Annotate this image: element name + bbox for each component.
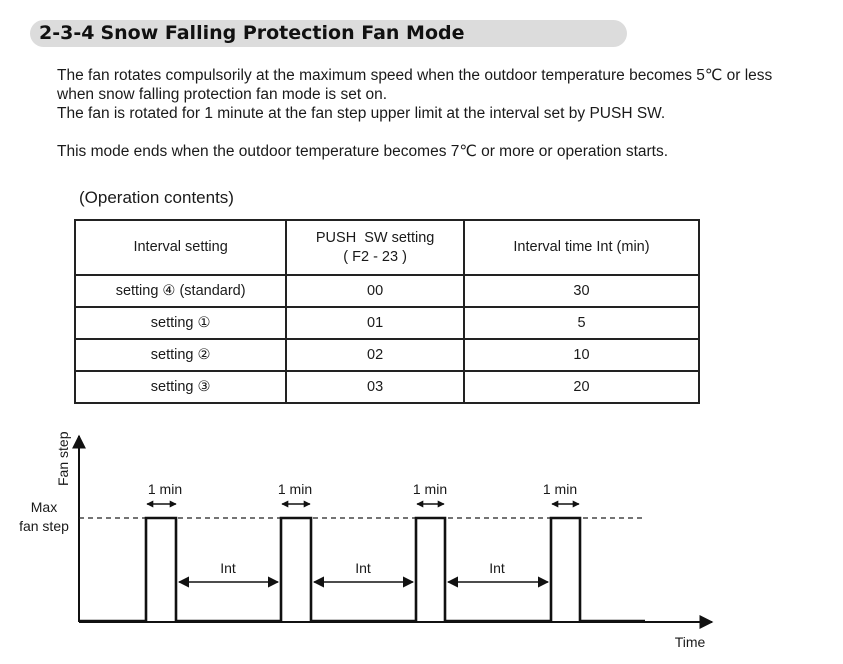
cell-setting: setting ③: [75, 371, 286, 403]
cell-interval: 10: [464, 339, 699, 371]
cell-interval: 20: [464, 371, 699, 403]
pulse-duration-label: 1 min: [412, 481, 448, 497]
x-axis-label: Time: [674, 634, 706, 650]
cell-push-sw: 01: [286, 307, 464, 339]
max-fan-step-label-line1: Max: [30, 499, 58, 515]
cell-setting: setting ④ (standard): [75, 275, 286, 307]
cell-push-sw: 02: [286, 339, 464, 371]
operation-contents-caption: (Operation contents): [79, 188, 234, 207]
table-row: [75, 339, 699, 371]
paragraph-line-2: when snow falling protection fan mode is set on.: [57, 86, 387, 103]
y-axis-label: Fan step: [55, 431, 71, 486]
table-row: [75, 371, 699, 403]
interval-settings-table: [74, 219, 700, 404]
interval-label: Int: [220, 560, 236, 576]
pulse-duration-label: 1 min: [147, 481, 183, 497]
table-header-row: [75, 220, 699, 275]
header-interval-time: Interval time Int (min): [464, 220, 699, 275]
fan-step-timing-diagram: [0, 420, 843, 664]
header-interval-setting: Interval setting: [75, 220, 286, 275]
max-fan-step-label-line2: fan step: [19, 518, 69, 534]
cell-setting: setting ②: [75, 339, 286, 371]
cell-setting: setting ①: [75, 307, 286, 339]
section-title: Snow Falling Protection Fan Mode: [100, 22, 465, 44]
paragraph-line-4: This mode ends when the outdoor temperature becomes 7℃ or more or operation starts.: [57, 143, 669, 160]
section-number: 2-3-4: [39, 22, 95, 44]
section-header: [30, 20, 627, 47]
paragraph-line-1: The fan rotates compulsorily at the maximum speed when the outdoor temperature becomes 5℃ or less: [57, 67, 773, 84]
pulse-duration-label: 1 min: [277, 481, 313, 497]
pulse-duration-label: 1 min: [542, 481, 578, 497]
cell-interval: 30: [464, 275, 699, 307]
interval-label: Int: [355, 560, 371, 576]
header-push-sw-line1: PUSH SW setting: [315, 229, 435, 246]
header-push-sw-setting: [286, 220, 464, 275]
cell-interval: 5: [464, 307, 699, 339]
cell-push-sw: 03: [286, 371, 464, 403]
cell-push-sw: 00: [286, 275, 464, 307]
paragraph-line-3: The fan is rotated for 1 minute at the fan step upper limit at the interval set by PUSH SW.: [57, 105, 666, 122]
table-row: [75, 307, 699, 339]
interval-label: Int: [489, 560, 505, 576]
table-row: [75, 275, 699, 307]
header-push-sw-line2: ( F2 - 23 ): [343, 248, 407, 265]
